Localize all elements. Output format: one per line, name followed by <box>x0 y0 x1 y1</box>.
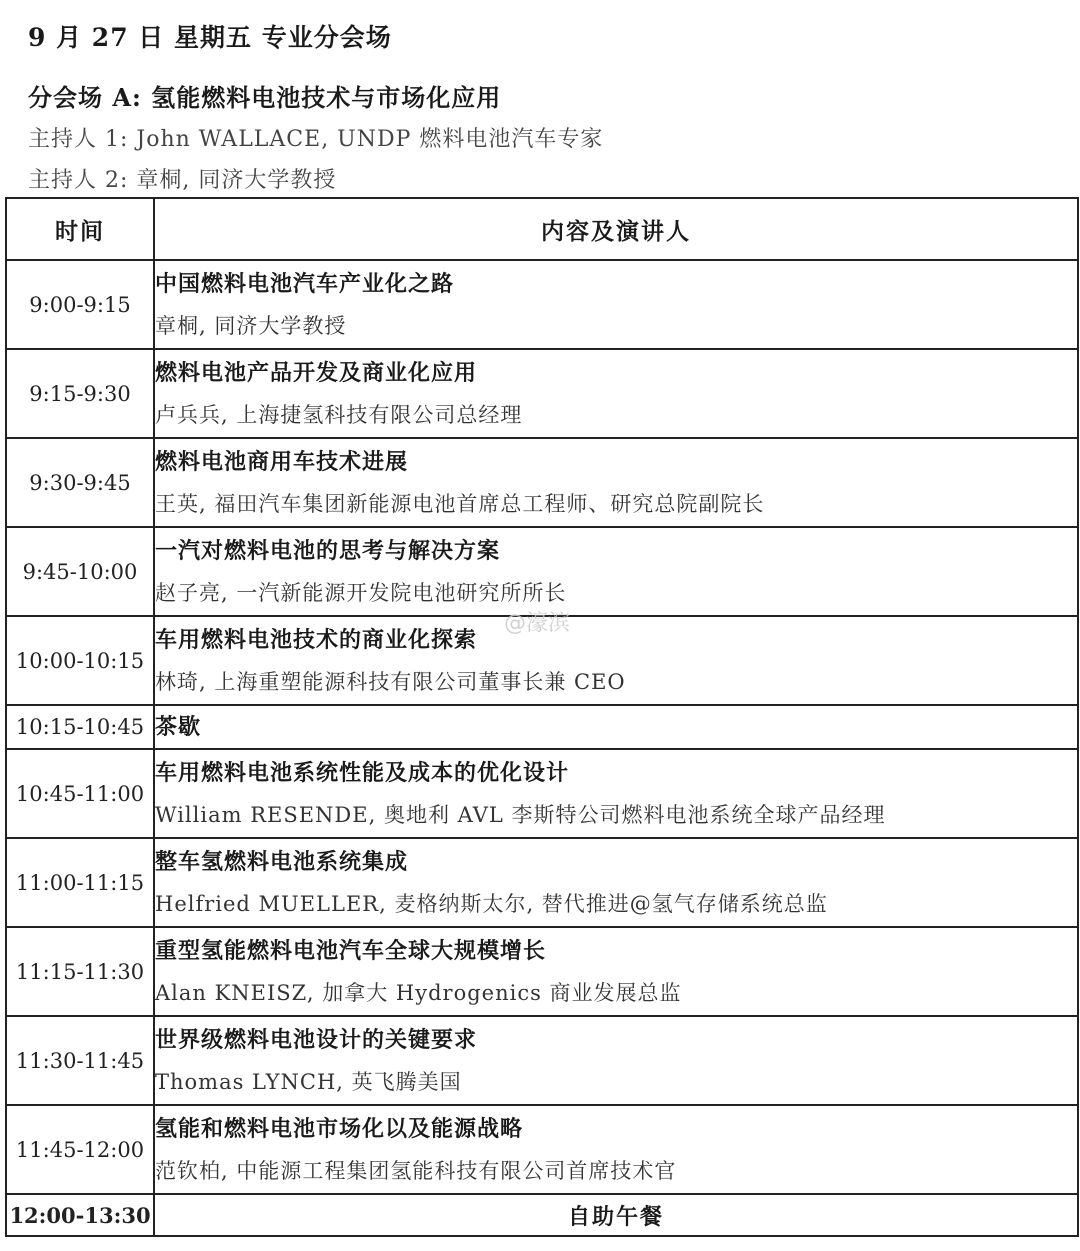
talk-speaker: 王英, 福田汽车集团新能源电池首席总工程师、研究总院副院长 <box>155 491 765 516</box>
content-cell <box>154 927 1078 1016</box>
time-cell: 11:15-11:30 <box>6 927 154 1016</box>
talk-speaker: 林琦, 上海重塑能源科技有限公司董事长兼 CEO <box>155 669 626 694</box>
table-row <box>6 1105 1078 1194</box>
talk-title: 世界级燃料电池设计的关键要求 <box>155 1026 478 1053</box>
session-title: 分会场 A: 氢能燃料电池技术与市场化应用 <box>28 83 502 112</box>
content-cell <box>154 438 1078 527</box>
talk-title: 燃料电池产品开发及商业化应用 <box>155 359 478 386</box>
column-header-time: 时间 <box>6 198 154 260</box>
time-cell: 11:30-11:45 <box>6 1016 154 1105</box>
watermark: @濠滨 <box>504 611 571 636</box>
table-header-row <box>6 198 1078 260</box>
talk-title: 车用燃料电池技术的商业化探索 <box>155 626 478 653</box>
talk-title: 氢能和燃料电池市场化以及能源战略 <box>155 1115 524 1142</box>
schedule-table <box>5 197 1079 1237</box>
time-cell: 9:15-9:30 <box>6 349 154 438</box>
talk-speaker: 范钦柏, 中能源工程集团氢能科技有限公司首席技术官 <box>155 1158 677 1183</box>
content-cell <box>154 260 1078 349</box>
time-cell: 9:30-9:45 <box>6 438 154 527</box>
talk-speaker: Helfried MUELLER, 麦格纳斯太尔, 替代推进@氢气存储系统总监 <box>155 891 828 916</box>
talk-speaker: 卢兵兵, 上海捷氢科技有限公司总经理 <box>155 402 523 427</box>
table-row <box>6 438 1078 527</box>
talk-title: 燃料电池商用车技术进展 <box>155 448 409 475</box>
table-row-lunch <box>6 1194 1078 1236</box>
lunch-label: 自助午餐 <box>154 1194 1078 1236</box>
talk-speaker: 赵子亮, 一汽新能源开发院电池研究所所长 <box>155 580 567 605</box>
time-cell: 11:45-12:00 <box>6 1105 154 1194</box>
content-cell <box>154 349 1078 438</box>
table-row <box>6 1016 1078 1105</box>
talk-title: 一汽对燃料电池的思考与解决方案 <box>155 537 501 564</box>
table-row-break <box>6 705 1078 749</box>
time-cell: 10:15-10:45 <box>6 705 154 749</box>
content-cell <box>154 838 1078 927</box>
date-heading: 9 月 27 日 星期五 专业分会场 <box>28 23 392 52</box>
talk-speaker: Thomas LYNCH, 英飞腾美国 <box>155 1069 462 1094</box>
content-cell <box>154 527 1078 616</box>
talk-speaker: 章桐, 同济大学教授 <box>155 313 347 338</box>
host-2: 主持人 2: 章桐, 同济大学教授 <box>28 168 337 193</box>
talk-speaker: William RESENDE, 奥地利 AVL 李斯特公司燃料电池系统全球产品经理 <box>155 802 886 827</box>
column-header-content: 内容及演讲人 <box>154 198 1078 260</box>
table-row <box>6 260 1078 349</box>
table-row <box>6 349 1078 438</box>
table-row <box>6 927 1078 1016</box>
host-1: 主持人 1: John WALLACE, UNDP 燃料电池汽车专家 <box>28 127 604 152</box>
content-cell <box>154 749 1078 838</box>
time-cell: 10:45-11:00 <box>6 749 154 838</box>
table-row <box>6 838 1078 927</box>
talk-title: 车用燃料电池系统性能及成本的优化设计 <box>155 759 570 786</box>
content-cell <box>154 616 1078 705</box>
table-row <box>6 616 1078 705</box>
content-cell <box>154 1016 1078 1105</box>
time-cell: 11:00-11:15 <box>6 838 154 927</box>
content-cell <box>154 705 1078 749</box>
time-cell: 12:00-13:30 <box>6 1194 154 1236</box>
talk-title: 整车氢燃料电池系统集成 <box>155 848 409 875</box>
time-cell: 10:00-10:15 <box>6 616 154 705</box>
talk-speaker: Alan KNEISZ, 加拿大 Hydrogenics 商业发展总监 <box>155 980 682 1005</box>
time-cell: 9:45-10:00 <box>6 527 154 616</box>
table-row <box>6 527 1078 616</box>
talk-title: 中国燃料电池汽车产业化之路 <box>155 270 455 297</box>
break-label: 茶歇 <box>155 714 202 740</box>
talk-title: 重型氢能燃料电池汽车全球大规模增长 <box>155 937 547 964</box>
content-cell <box>154 1105 1078 1194</box>
table-row <box>6 749 1078 838</box>
time-cell: 9:00-9:15 <box>6 260 154 349</box>
